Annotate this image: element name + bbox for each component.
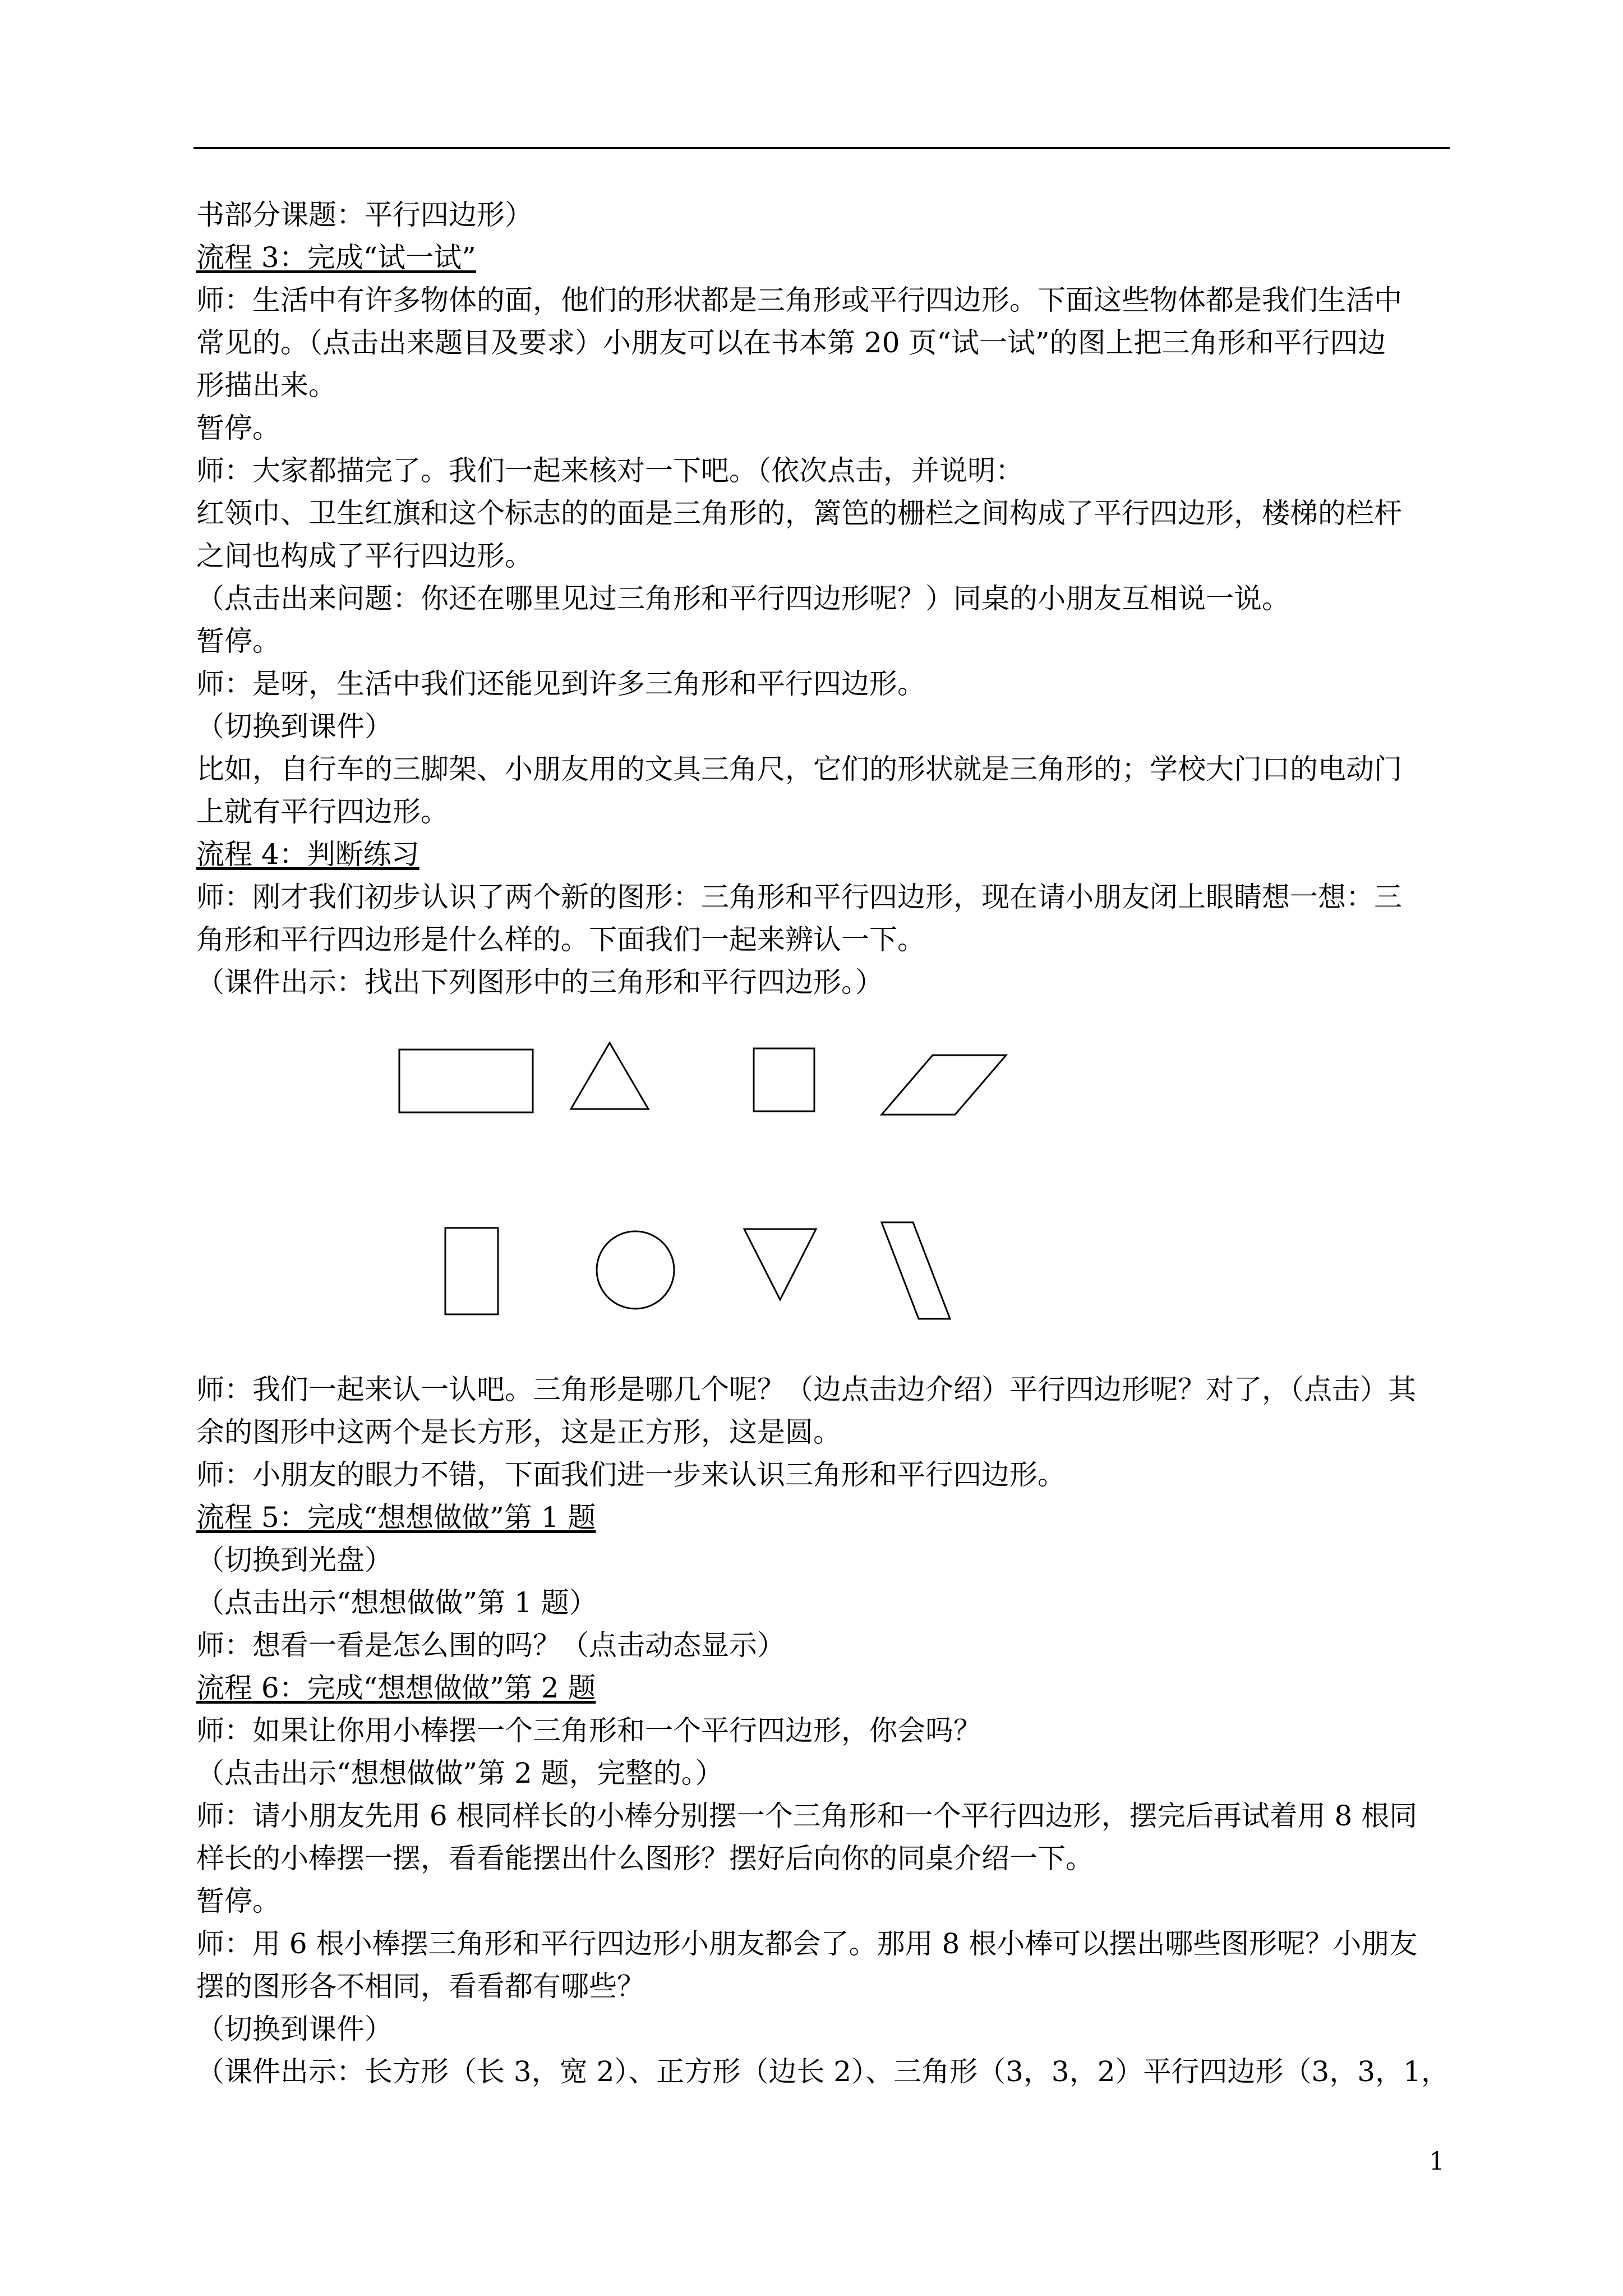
shape-parallelogram-tall — [882, 1222, 950, 1319]
text-line: 师：如果让你用小棒摆一个三角形和一个平行四边形，你会吗？ — [196, 1714, 981, 1747]
text-line: （切换到课件） — [196, 2013, 393, 2045]
section-heading: 流程 6：完成“想想做做”第 2 题 — [196, 1672, 596, 1704]
shape-circle — [597, 1231, 674, 1309]
text-line: 师：刚才我们初步认识了两个新的图形：三角形和平行四边形，现在请小朋友闭上眼睛想一想：三 — [196, 881, 1402, 913]
shape-parallelogram-wide — [882, 1055, 1006, 1115]
text-line: 师：我们一起来认一认吧。三角形是哪几个呢？（边点击边介绍）平行四边形呢？对了，（点击）其 — [196, 1373, 1416, 1406]
text-block-before-figure — [196, 194, 1453, 1004]
text-line: （点击出来问题：你还在哪里见过三角形和平行四边形呢？）同桌的小朋友互相说一说。 — [196, 582, 1290, 615]
text-line: 常见的。（点击出来题目及要求）小朋友可以在书本第 20 页“试一试”的图上把三角形和平行四边 — [196, 326, 1386, 359]
text-line: （点击出示“想想做做”第 2 题，完整的。） — [196, 1757, 723, 1789]
text-line: 上就有平行四边形。 — [196, 795, 449, 828]
shape-square — [754, 1048, 814, 1111]
text-line: 余的图形中这两个是长方形，这是正方形，这是圆。 — [196, 1416, 841, 1448]
text-line: （切换到光盘） — [196, 1544, 393, 1576]
text-line: 书部分课题：平行四边形） — [196, 199, 533, 231]
text-line: 摆的图形各不相同，看看都有哪些？ — [196, 1970, 645, 2003]
section-heading: 流程 4：判断练习 — [196, 838, 419, 871]
section-heading: 流程 3：完成“试一试” — [196, 241, 476, 274]
text-line: 师：大家都描完了。我们一起来核对一下吧。（依次点击，并说明： — [196, 454, 1023, 487]
shape-triangle-down — [744, 1229, 816, 1300]
text-line: （课件出示：找出下列图形中的三角形和平行四边形。） — [196, 966, 883, 999]
shapes-figure — [196, 1004, 1453, 1368]
shapes-svg — [196, 1004, 1453, 1368]
text-line: 师：生活中有许多物体的面，他们的形状都是三角形或平行四边形。下面这些物体都是我们生活中 — [196, 284, 1402, 316]
text-line: （切换到课件） — [196, 710, 393, 743]
page-number: 1 — [1429, 2147, 1445, 2176]
text-line: （课件出示：长方形（长 3，宽 2）、正方形（边长 2）、三角形（3，3，2）平行四边形（3，3，1， — [196, 2055, 1449, 2088]
text-line: 比如，自行车的三脚架、小朋友用的文具三角尺，它们的形状就是三角形的；学校大门口的电动门 — [196, 753, 1402, 785]
section-heading: 流程 5：完成“想想做做”第 1 题 — [196, 1501, 596, 1534]
text-line: 之间也构成了平行四边形。 — [196, 540, 533, 572]
text-line: 形描出来。 — [196, 369, 336, 402]
header-rule — [193, 147, 1450, 149]
shape-rectangle-wide — [399, 1050, 533, 1112]
text-line: 红领巾、卫生红旗和这个标志的的面是三角形的，篱笆的栅栏之间构成了平行四边形，楼梯的栏杆 — [196, 497, 1402, 530]
text-line: 暂停。 — [196, 625, 280, 657]
text-line: 师：请小朋友先用 6 根同样长的小棒分别摆一个三角形和一个平行四边形，摆完后再试着用 8 根同 — [196, 1800, 1418, 1832]
document-body — [196, 194, 1453, 2093]
text-line: 师：用 6 根小棒摆三角形和平行四边形小朋友都会了。那用 8 根小棒可以摆出哪些图形呢？小朋友 — [196, 1927, 1418, 1960]
text-line: 角形和平行四边形是什么样的。下面我们一起来辨认一下。 — [196, 923, 925, 956]
text-line: 师：想看一看是怎么围的吗？（点击动态显示） — [196, 1629, 785, 1662]
text-line: 师：是呀，生活中我们还能见到许多三角形和平行四边形。 — [196, 668, 925, 700]
text-line: 样长的小棒摆一摆，看看能摆出什么图形？摆好后向你的同桌介绍一下。 — [196, 1842, 1094, 1875]
text-line: 暂停。 — [196, 1885, 280, 1917]
text-line: （点击出示“想想做做”第 1 题） — [196, 1586, 597, 1619]
shape-triangle-up — [571, 1043, 648, 1109]
text-block-after-figure — [196, 1368, 1453, 2093]
shape-rectangle-tall — [445, 1228, 498, 1314]
text-line: 暂停。 — [196, 412, 280, 444]
text-line: 师：小朋友的眼力不错，下面我们进一步来认识三角形和平行四边形。 — [196, 1458, 1066, 1491]
